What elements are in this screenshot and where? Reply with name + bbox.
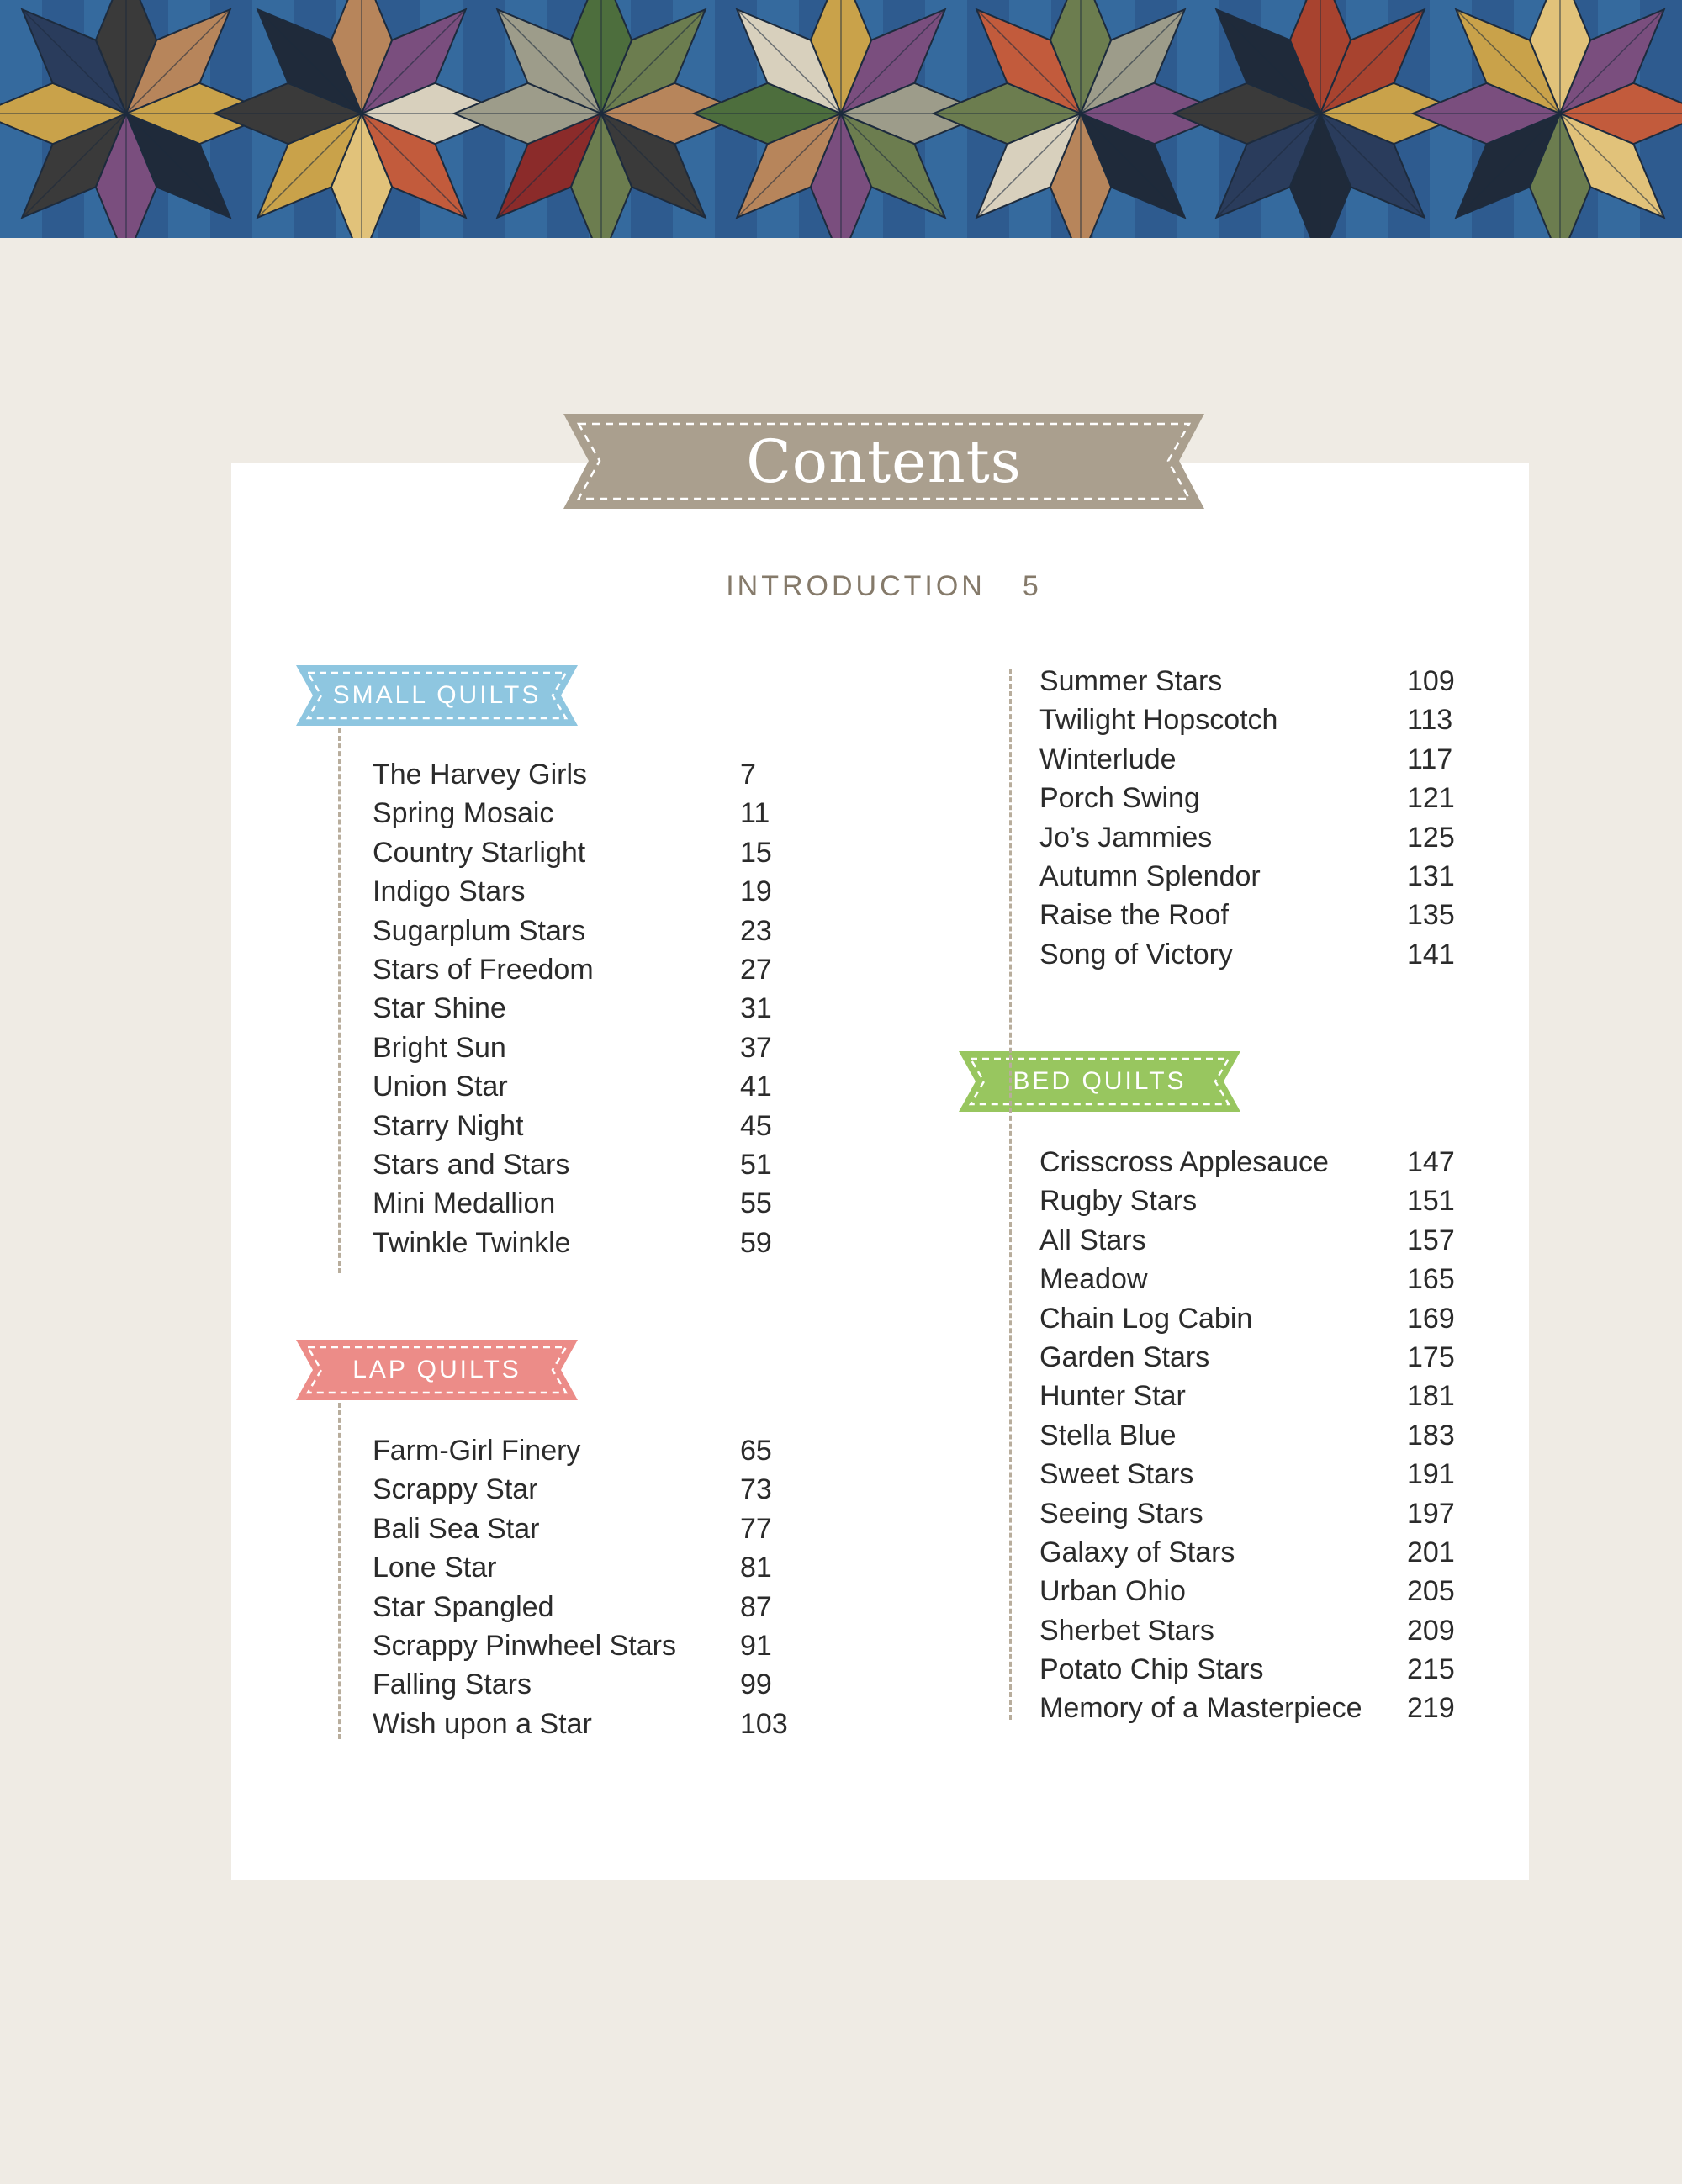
toc-entry[interactable]	[1039, 1377, 1477, 1415]
toc-entry-page: 37	[740, 1031, 772, 1064]
toc-entry[interactable]	[373, 950, 827, 989]
toc-entry-page: 121	[1407, 782, 1455, 815]
toc-entry-title: Mini Medallion	[373, 1187, 556, 1220]
toc-entry-title: Scrappy Star	[373, 1473, 538, 1506]
toc-entry-title: Stars of Freedom	[373, 953, 594, 986]
toc-entry-page: 87	[740, 1590, 772, 1623]
toc-entry-page: 59	[740, 1226, 772, 1259]
toc-entry-title: Spring Mosaic	[373, 797, 554, 830]
toc-entry-page: 125	[1407, 821, 1455, 854]
toc-entry-page: 113	[1407, 704, 1453, 737]
toc-entry-page: 31	[740, 992, 772, 1025]
toc-entry-page: 169	[1407, 1302, 1455, 1335]
toc-entry-page: 109	[1407, 665, 1455, 697]
toc-entry[interactable]	[1039, 1338, 1477, 1377]
toc-entry-page: 103	[740, 1707, 788, 1740]
toc-entry-title: Bright Sun	[373, 1031, 506, 1064]
toc-entry-page: 81	[740, 1552, 772, 1584]
toc-entry[interactable]	[1039, 1572, 1477, 1610]
toc-entry[interactable]	[373, 1588, 827, 1626]
toc-entry-page: 7	[740, 759, 756, 791]
toc-entry[interactable]	[1039, 818, 1477, 857]
toc-entry-title: Wish upon a Star	[373, 1707, 592, 1740]
toc-entry-page: 219	[1407, 1692, 1455, 1725]
toc-entry[interactable]	[373, 755, 827, 794]
toc-entry-page: 205	[1407, 1575, 1455, 1608]
toc-entry-title: Seeing Stars	[1039, 1497, 1203, 1530]
toc-entry-title: Chain Log Cabin	[1039, 1302, 1253, 1335]
toc-entry-title: Stella Blue	[1039, 1419, 1177, 1452]
toc-entry[interactable]	[373, 1626, 827, 1665]
toc-entry[interactable]	[373, 1067, 827, 1106]
toc-entry-title: Jo’s Jammies	[1039, 821, 1213, 854]
toc-entry-page: 191	[1407, 1458, 1455, 1491]
toc-entry-title: Meadow	[1039, 1263, 1148, 1296]
toc-entry-title: Potato Chip Stars	[1039, 1653, 1264, 1686]
lap-quilts-divider	[338, 1403, 341, 1739]
section-ribbon-small-quilts	[296, 665, 578, 726]
toc-entry-page: 77	[740, 1512, 772, 1545]
toc-entry[interactable]	[373, 1224, 827, 1262]
toc-entry[interactable]	[373, 1107, 827, 1145]
toc-entry-title: Urban Ohio	[1039, 1575, 1186, 1608]
toc-entry-page: 157	[1407, 1224, 1455, 1256]
toc-entry[interactable]	[373, 1145, 827, 1184]
toc-entry[interactable]	[1039, 1689, 1477, 1727]
toc-entry[interactable]	[1039, 1143, 1477, 1182]
toc-entry[interactable]	[373, 1510, 827, 1548]
toc-entry-title: Scrappy Pinwheel Stars	[373, 1629, 676, 1662]
toc-entry-title: Stars and Stars	[373, 1148, 570, 1181]
toc-entry-page: 99	[740, 1668, 772, 1701]
toc-entry[interactable]	[1039, 1221, 1477, 1260]
toc-entry-page: 131	[1407, 859, 1455, 892]
toc-entry[interactable]	[373, 1184, 827, 1223]
toc-entry-page: 201	[1407, 1536, 1455, 1568]
toc-entry-title: Galaxy of Stars	[1039, 1536, 1235, 1568]
toc-entry-page: 197	[1407, 1497, 1455, 1530]
toc-entry-title: Winterlude	[1039, 743, 1177, 775]
toc-entry-page: 183	[1407, 1419, 1455, 1452]
bed-quilts-list	[1039, 1143, 1477, 1728]
toc-entry[interactable]	[373, 1665, 827, 1704]
toc-entry[interactable]	[373, 833, 827, 872]
toc-entry-title: Union Star	[373, 1071, 508, 1103]
toc-entry-page: 41	[740, 1071, 772, 1103]
toc-entry[interactable]	[1039, 935, 1477, 974]
toc-entry-title: Star Shine	[373, 992, 506, 1025]
toc-entry-page: 73	[740, 1473, 772, 1506]
introduction-page: 5	[1022, 570, 1042, 602]
toc-entry[interactable]	[1039, 662, 1477, 701]
toc-entry-page: 65	[740, 1435, 772, 1467]
section-title-lap-quilts: LAP QUILTS	[352, 1356, 521, 1383]
toc-entry-title: Twilight Hopscotch	[1039, 704, 1278, 737]
toc-entry-title: Memory of a Masterpiece	[1039, 1692, 1362, 1725]
lap-quilts-list	[373, 1431, 827, 1743]
toc-entry[interactable]	[1039, 1182, 1477, 1220]
quilt-banner-image	[0, 0, 1682, 238]
toc-entry-page: 91	[740, 1629, 772, 1662]
page-title: Contents	[746, 426, 1022, 496]
toc-entry[interactable]	[1039, 1650, 1477, 1689]
toc-entry[interactable]	[373, 1548, 827, 1587]
toc-entry[interactable]	[373, 1029, 827, 1067]
toc-entry[interactable]	[1039, 896, 1477, 934]
toc-entry-title: The Harvey Girls	[373, 759, 588, 791]
toc-entry-title: Farm-Girl Finery	[373, 1435, 581, 1467]
toc-entry-page: 151	[1407, 1185, 1455, 1218]
toc-entry-title: Raise the Roof	[1039, 899, 1229, 932]
toc-entry[interactable]	[1039, 1416, 1477, 1455]
toc-entry[interactable]	[1039, 1455, 1477, 1494]
toc-entry-page: 23	[740, 914, 772, 947]
toc-entry-title: All Stars	[1039, 1224, 1146, 1256]
toc-entry-title: Song of Victory	[1039, 938, 1233, 970]
toc-entry-page: 215	[1407, 1653, 1455, 1686]
toc-entry-page: 27	[740, 953, 772, 986]
toc-entry-title: Sweet Stars	[1039, 1458, 1194, 1491]
toc-entry[interactable]	[1039, 1260, 1477, 1298]
star-quilt-pattern	[0, 0, 1682, 238]
toc-entry-page: 135	[1407, 899, 1455, 932]
toc-entry-title: Sugarplum Stars	[373, 914, 586, 947]
toc-entry[interactable]	[1039, 740, 1477, 779]
toc-entry[interactable]	[1039, 1533, 1477, 1572]
toc-entry[interactable]	[373, 1705, 827, 1743]
toc-entry-page: 15	[740, 836, 772, 869]
toc-entry-title: Porch Swing	[1039, 782, 1200, 815]
toc-entry-page: 11	[740, 797, 770, 830]
toc-entry-title: Country Starlight	[373, 836, 586, 869]
toc-entry[interactable]	[373, 1470, 827, 1509]
toc-entry-page: 175	[1407, 1341, 1455, 1373]
section-ribbon-bed-quilts	[959, 1051, 1240, 1112]
toc-entry-title: Autumn Splendor	[1039, 859, 1261, 892]
toc-entry-page: 147	[1407, 1146, 1455, 1178]
toc-entry[interactable]	[373, 794, 827, 833]
toc-entry-title: Bali Sea Star	[373, 1512, 540, 1545]
toc-entry-title: Crisscross Applesauce	[1039, 1146, 1329, 1178]
toc-entry-page: 165	[1407, 1263, 1455, 1296]
toc-entry-page: 51	[740, 1148, 772, 1181]
toc-entry-page: 117	[1407, 743, 1453, 775]
toc-entry[interactable]	[373, 989, 827, 1028]
section-ribbon-lap-quilts	[296, 1340, 578, 1400]
toc-entry-page: 181	[1407, 1380, 1455, 1413]
title-ribbon	[563, 414, 1204, 509]
toc-entry[interactable]	[1039, 857, 1477, 896]
toc-entry-title: Falling Stars	[373, 1668, 532, 1701]
lap-quilts-continued-list	[1039, 662, 1477, 974]
small-quilts-divider	[338, 728, 341, 1273]
toc-entry-title: Sherbet Stars	[1039, 1614, 1214, 1647]
toc-entry[interactable]	[1039, 1611, 1477, 1650]
toc-entry[interactable]	[373, 912, 827, 950]
toc-entry-page: 141	[1407, 938, 1455, 970]
introduction-label: INTRODUCTION	[726, 570, 986, 602]
toc-entry[interactable]	[1039, 701, 1477, 739]
toc-entry[interactable]	[373, 1431, 827, 1470]
section-title-small-quilts: SMALL QUILTS	[332, 681, 542, 709]
toc-entry-page: 19	[740, 875, 772, 908]
section-title-bed-quilts: BED QUILTS	[1013, 1067, 1187, 1095]
toc-entry[interactable]	[1039, 779, 1477, 817]
toc-entry-title: Hunter Star	[1039, 1380, 1186, 1413]
toc-entry[interactable]	[1039, 1494, 1477, 1533]
toc-entry-title: Star Spangled	[373, 1590, 554, 1623]
toc-entry[interactable]	[373, 872, 827, 911]
toc-entry[interactable]	[1039, 1299, 1477, 1338]
toc-entry-page: 209	[1407, 1614, 1455, 1647]
toc-entry-title: Rugby Stars	[1039, 1185, 1198, 1218]
toc-entry-title: Twinkle Twinkle	[373, 1226, 571, 1259]
toc-entry-title: Garden Stars	[1039, 1341, 1210, 1373]
toc-entry-title: Indigo Stars	[373, 875, 526, 908]
toc-entry-title: Starry Night	[373, 1109, 524, 1142]
toc-entry-title: Lone Star	[373, 1552, 497, 1584]
column-divider	[1009, 669, 1012, 1720]
small-quilts-list	[373, 755, 827, 1262]
introduction-entry[interactable]	[0, 570, 1682, 603]
toc-entry-title: Summer Stars	[1039, 665, 1223, 697]
toc-entry-page: 45	[740, 1109, 772, 1142]
toc-entry-page: 55	[740, 1187, 772, 1220]
